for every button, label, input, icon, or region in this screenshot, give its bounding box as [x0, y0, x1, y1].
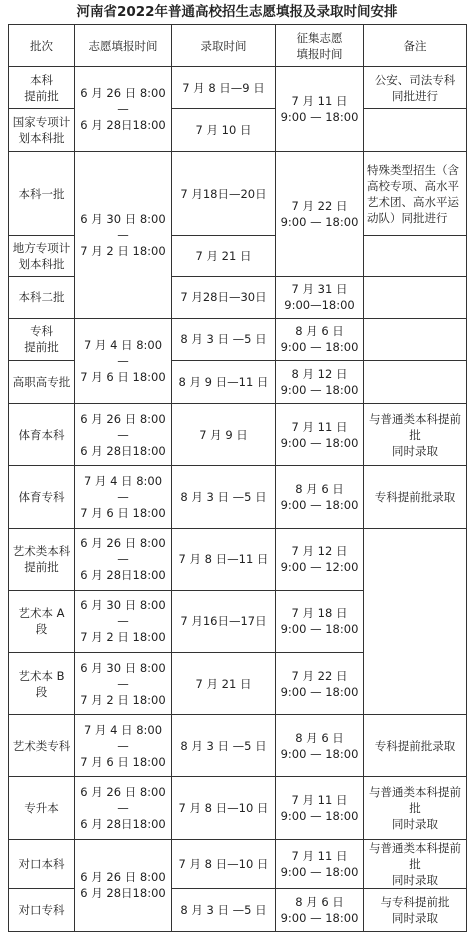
cell-batch: 本科 提前批 [9, 67, 75, 109]
cell-admit-time: 7 月 21 日 [172, 652, 276, 714]
header-solicit-time: 征集志愿 填报时间 [276, 25, 364, 67]
cell-batch: 国家专项计 划本科批 [9, 109, 75, 152]
cell-admit-time: 8 月 3 日 —5 日 [172, 888, 276, 931]
cell-solicit-time: 7 月 22 日 9:00 — 18:00 [276, 152, 364, 276]
cell-solicit-time: 8 月 6 日 9:00 — 18:00 [276, 715, 364, 777]
cell-fill-time: 6 月 26 日 8:00 — 6 月 28日18:00 [75, 528, 172, 590]
cell-fill-time: 6 月 26 日 8:00 — 6 月 28日18:00 [75, 777, 172, 839]
cell-note: 与专科提前批 同时录取 [364, 888, 467, 931]
cell-batch: 艺术本 A 段 [9, 590, 75, 652]
cell-note: 与普通类本科提前批 同时录取 [364, 777, 467, 839]
cell-note: 特殊类型招生（含高校专项、高水平艺术团、高水平运动队）同批进行 [364, 152, 467, 235]
cell-solicit-time: 8 月 12 日 9:00 — 18:00 [276, 361, 364, 404]
cell-fill-time: 6 月 30 日 8:00 — 7 月 2 日 18:00 [75, 590, 172, 652]
page-title: 河南省2022年普通高校招生志愿填报及录取时间安排 [76, 4, 398, 20]
header-admit-time: 录取时间 [172, 25, 276, 67]
cell-solicit-time: 7 月 22 日 9:00 — 18:00 [276, 652, 364, 714]
cell-solicit-time: 7 月 11 日 9:00 — 18:00 [276, 404, 364, 466]
cell-solicit-time: 8 月 6 日 9:00 — 18:00 [276, 318, 364, 360]
cell-solicit-time: 7 月 11 日 9:00 — 18:00 [276, 777, 364, 839]
cell-note [364, 318, 467, 360]
cell-admit-time: 7 月 21 日 [172, 235, 276, 276]
cell-batch: 艺术类本科 提前批 [9, 528, 75, 590]
cell-batch: 对口专科 [9, 888, 75, 931]
table-row [9, 777, 467, 839]
table-row [9, 67, 467, 109]
schedule-table [8, 24, 467, 932]
cell-fill-time: 7 月 4 日 8:00 — 7 月 6 日 18:00 [75, 466, 172, 528]
cell-admit-time: 7 月 8 日—10 日 [172, 777, 276, 839]
header-batch: 批次 [9, 25, 75, 67]
cell-solicit-time: 7 月 18 日 9:00 — 18:00 [276, 590, 364, 652]
cell-note [364, 276, 467, 318]
cell-note [364, 109, 467, 152]
cell-batch: 地方专项计 划本科批 [9, 235, 75, 276]
cell-batch: 体育专科 [9, 466, 75, 528]
cell-batch: 本科二批 [9, 276, 75, 318]
cell-note: 专科提前批录取 [364, 466, 467, 528]
cell-admit-time: 8 月 3 日 —5 日 [172, 715, 276, 777]
cell-fill-time: 6 月 26 日 8:00 — 6 月 28日18:00 [75, 67, 172, 152]
cell-fill-time: 6 月 26 日 8:00 — 6 月 28日18:00 [75, 404, 172, 466]
cell-solicit-time: 7 月 11 日 9:00 — 18:00 [276, 67, 364, 152]
cell-admit-time: 7 月 8 日—11 日 [172, 528, 276, 590]
cell-solicit-time: 8 月 6 日 9:00 — 18:00 [276, 466, 364, 528]
cell-admit-time: 7 月 8 日—9 日 [172, 67, 276, 109]
cell-note: 与普通类本科提前批 同时录取 [364, 839, 467, 888]
cell-solicit-time: 7 月 12 日 9:00 — 12:00 [276, 528, 364, 590]
cell-solicit-time: 8 月 6 日 9:00 — 18:00 [276, 888, 364, 931]
cell-admit-time: 7 月 10 日 [172, 109, 276, 152]
table-row [9, 715, 467, 777]
cell-note [364, 235, 467, 276]
table-row [9, 466, 467, 528]
table-header-row [9, 25, 467, 67]
header-note: 备注 [364, 25, 467, 67]
cell-batch: 艺术本 B 段 [9, 652, 75, 714]
table-row [9, 404, 467, 466]
cell-admit-time: 7 月16日—17日 [172, 590, 276, 652]
cell-note: 专科提前批录取 [364, 715, 467, 777]
cell-note: 与普通类本科提前批 同时录取 [364, 404, 467, 466]
header-fill-time: 志愿填报时间 [75, 25, 172, 67]
table-row [9, 839, 467, 888]
cell-admit-time: 8 月 3 日 —5 日 [172, 466, 276, 528]
cell-admit-time: 7 月28日—30日 [172, 276, 276, 318]
cell-note [364, 528, 467, 715]
cell-admit-time: 7 月18日—20日 [172, 152, 276, 235]
cell-fill-time: 7 月 4 日 8:00 — 7 月 6 日 18:00 [75, 715, 172, 777]
table-row [9, 318, 467, 360]
cell-fill-time: 6 月 30 日 8:00 — 7 月 2 日 18:00 [75, 652, 172, 714]
cell-batch: 专升本 [9, 777, 75, 839]
cell-batch: 本科一批 [9, 152, 75, 235]
cell-solicit-time: 7 月 31 日 9:00—18:00 [276, 276, 364, 318]
cell-fill-time: 6 月 26 日 8:00 6 月 28日18:00 [75, 839, 172, 931]
cell-batch: 高职高专批 [9, 361, 75, 404]
cell-admit-time: 8 月 3 日 —5 日 [172, 318, 276, 360]
cell-batch: 专科 提前批 [9, 318, 75, 360]
cell-fill-time: 7 月 4 日 8:00 — 7 月 6 日 18:00 [75, 318, 172, 403]
cell-batch: 艺术类专科 [9, 715, 75, 777]
table-row [9, 152, 467, 235]
cell-batch: 对口本科 [9, 839, 75, 888]
table-row [9, 528, 467, 590]
cell-fill-time: 6 月 30 日 8:00 — 7 月 2 日 18:00 [75, 152, 172, 319]
cell-batch: 体育本科 [9, 404, 75, 466]
cell-solicit-time: 7 月 11 日 9:00 — 18:00 [276, 839, 364, 888]
cell-admit-time: 8 月 9 日—11 日 [172, 361, 276, 404]
cell-admit-time: 7 月 9 日 [172, 404, 276, 466]
cell-note [364, 361, 467, 404]
cell-admit-time: 7 月 8 日—10 日 [172, 839, 276, 888]
cell-note: 公安、司法专科 同批进行 [364, 67, 467, 109]
